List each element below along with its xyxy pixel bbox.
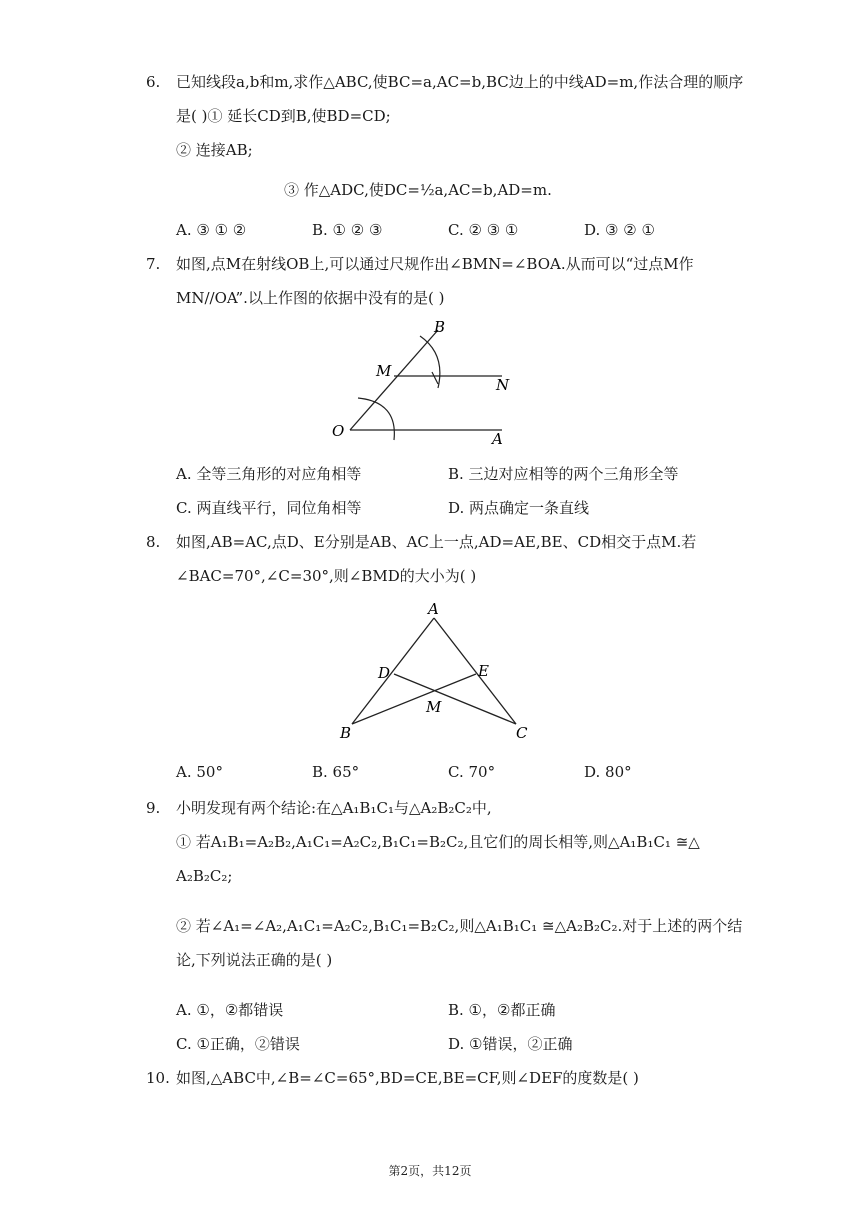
question-text: ② 连接AB; bbox=[176, 141, 253, 159]
option-a: A. ③ ① ② bbox=[176, 221, 247, 239]
question-number: 9. bbox=[146, 799, 161, 817]
question-text: 论,下列说法正确的是( ) bbox=[176, 951, 333, 969]
option-d: D. 两点确定一条直线 bbox=[448, 499, 590, 517]
option-b: B. ①，②都正确 bbox=[448, 1001, 556, 1019]
option-d: D. 80° bbox=[584, 763, 632, 781]
label-n: N bbox=[496, 376, 510, 394]
option-d: D. ③ ② ① bbox=[584, 221, 655, 239]
arc-at-o bbox=[358, 398, 394, 440]
label-d: D bbox=[378, 664, 391, 682]
label-a: A bbox=[428, 600, 439, 618]
option-c: C. ①正确，②错误 bbox=[176, 1035, 300, 1053]
figure-construction bbox=[320, 312, 540, 452]
question-number: 7. bbox=[146, 255, 161, 273]
label-a: A bbox=[492, 430, 503, 448]
question-text: A₂B₂C₂; bbox=[176, 867, 233, 885]
option-b: B. 三边对应相等的两个三角形全等 bbox=[448, 465, 679, 483]
label-o: O bbox=[332, 422, 345, 440]
question-number: 10. bbox=[146, 1069, 170, 1087]
label-c: C bbox=[516, 724, 528, 742]
label-b: B bbox=[340, 724, 352, 742]
label-m: M bbox=[376, 362, 392, 380]
option-a: A. 全等三角形的对应角相等 bbox=[176, 465, 362, 483]
question-text: ③ 作△ADC,使DC=½a,AC=b,AD=m. bbox=[284, 181, 552, 199]
question-text: ∠BAC=70°,∠C=30°,则∠BMD的大小为( ) bbox=[176, 567, 477, 585]
ray-ob bbox=[350, 330, 438, 430]
option-c: C. 两直线平行，同位角相等 bbox=[176, 499, 362, 517]
option-d: D. ①错误，②正确 bbox=[448, 1035, 573, 1053]
question-text: 如图,点M在射线OB上,可以通过尺规作出∠BMN=∠BOA.从而可以“过点M作 bbox=[176, 255, 694, 273]
question-number: 8. bbox=[146, 533, 161, 551]
side-ac bbox=[434, 618, 516, 724]
question-text: ② 若∠A₁=∠A₂,A₁C₁=A₂C₂,B₁C₁=B₂C₂,则△A₁B₁C₁ ≅△A₂B₂C₂.对于上述的两个结 bbox=[176, 917, 743, 935]
option-c: C. ② ③ ① bbox=[448, 221, 519, 239]
question-text: 是( )① 延长CD到B,使BD=CD; bbox=[176, 107, 391, 125]
option-c: C. 70° bbox=[448, 763, 496, 781]
label-m: M bbox=[426, 698, 442, 716]
figure-triangle bbox=[330, 596, 540, 746]
arc-at-m bbox=[420, 336, 440, 388]
question-text: 如图,AB=AC,点D、E分别是AB、AC上一点,AD=AE,BE、CD相交于点M.若 bbox=[176, 533, 697, 551]
question-text: 已知线段a,b和m,求作△ABC,使BC=a,AC=b,BC边上的中线AD=m,作法合理的顺序 bbox=[176, 73, 744, 91]
question-text: MN//OA”.以上作图的依据中没有的是( ) bbox=[176, 289, 445, 307]
question-text: ① 若A₁B₁=A₂B₂,A₁C₁=A₂C₂,B₁C₁=B₂C₂,且它们的周长相等,则△A₁B₁C₁ ≅△ bbox=[176, 833, 700, 851]
label-b: B bbox=[434, 318, 446, 336]
option-a: A. 50° bbox=[176, 763, 223, 781]
option-a: A. ①，②都错误 bbox=[176, 1001, 284, 1019]
label-e: E bbox=[478, 662, 489, 680]
page-footer: 第2页，共12页 bbox=[388, 1164, 472, 1178]
question-text: 如图,△ABC中,∠B=∠C=65°,BD=CE,BE=CF,则∠DEF的度数是( ) bbox=[176, 1069, 639, 1087]
option-b: B. ① ② ③ bbox=[312, 221, 383, 239]
question-number: 6. bbox=[146, 73, 161, 91]
option-b: B. 65° bbox=[312, 763, 360, 781]
arc-mark bbox=[432, 372, 438, 384]
question-text: 小明发现有两个结论:在△A₁B₁C₁与△A₂B₂C₂中, bbox=[176, 799, 492, 817]
